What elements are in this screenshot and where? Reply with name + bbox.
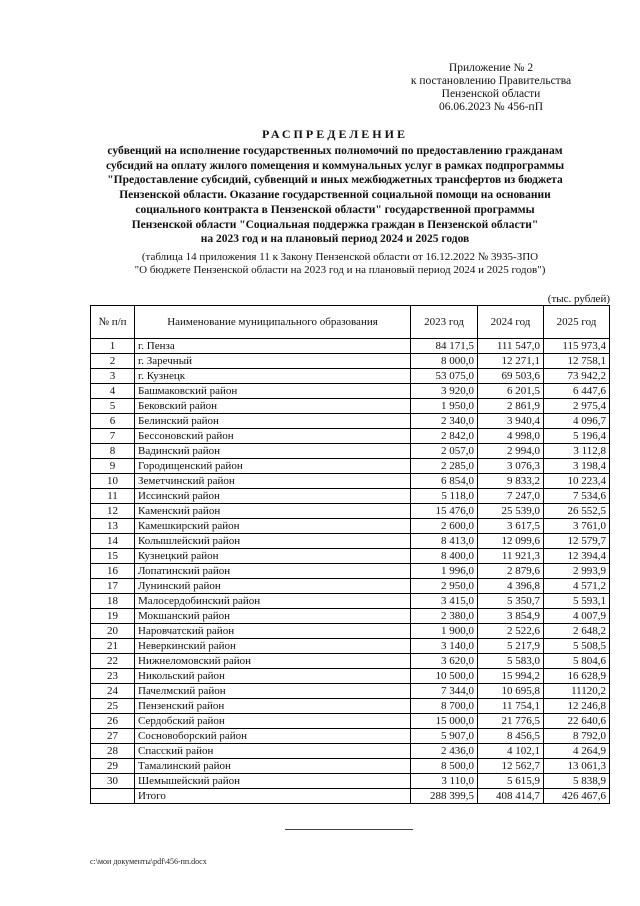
value-2025: 12 579,7 [544,534,610,549]
value-2023: 2 436,0 [411,744,478,759]
row-number: 28 [91,744,135,759]
value-2025: 5 508,5 [544,639,610,654]
table-row [91,489,610,504]
total-row [91,789,610,804]
municipality-name: Иссинский район [135,489,411,504]
value-2023: 3 110,0 [411,774,478,789]
table-row [91,609,610,624]
row-number: 21 [91,639,135,654]
value-2025: 22 640,6 [544,714,610,729]
value-2024: 6 201,5 [478,384,544,399]
municipality-name: Пачелмский район [135,684,411,699]
municipality-name: Неверкинский район [135,639,411,654]
legal-basis [90,251,590,277]
subtitle-line: социального контракта в Пензенской области" государственной программы [135,203,535,216]
table-row [91,774,610,789]
value-2024: 5 350,7 [478,594,544,609]
distribution-table [90,305,610,804]
table-row [91,504,610,519]
value-2025: 2 648,2 [544,624,610,639]
row-number: 14 [91,534,135,549]
subtitle-line: "Предоставление субсидий, субвенций и иных межбюджетных трансфертов из бюджета [107,174,563,187]
table-header-row [91,306,610,339]
municipality-name: Никольский район [135,669,411,684]
row-number: 27 [91,729,135,744]
row-number: 8 [91,444,135,459]
value-2023: 15 000,0 [411,714,478,729]
table-row [91,594,610,609]
value-2023: 2 057,0 [411,444,478,459]
municipality-name: Наровчатский район [135,624,411,639]
value-2024: 11 754,1 [478,699,544,714]
municipality-name: Бековский район [135,399,411,414]
municipality-name: Кузнецкий район [135,549,411,564]
table-row [91,714,610,729]
total-label: Итого [135,789,411,804]
row-number: 23 [91,669,135,684]
appendix-block [396,62,586,114]
row-number: 5 [91,399,135,414]
value-2025: 12 758,1 [544,354,610,369]
table-row [91,519,610,534]
units-label: (тыс. рублей) [547,293,610,305]
municipality-name: Каменский район [135,504,411,519]
value-2023: 1 950,0 [411,399,478,414]
value-2024: 3 076,3 [478,459,544,474]
row-number: 20 [91,624,135,639]
value-2023: 2 600,0 [411,519,478,534]
document-subtitle [70,144,600,247]
table-row [91,474,610,489]
row-number: 7 [91,429,135,444]
value-2024: 7 247,0 [478,489,544,504]
value-2025: 73 942,2 [544,369,610,384]
value-2023: 8 700,0 [411,699,478,714]
municipality-name: Малосердобинский район [135,594,411,609]
value-2023: 1 996,0 [411,564,478,579]
value-2023: 2 380,0 [411,609,478,624]
value-2025: 5 838,9 [544,774,610,789]
table-row [91,384,610,399]
row-number: 3 [91,369,135,384]
municipality-name: Шемышейский район [135,774,411,789]
municipality-name: Башмаковский район [135,384,411,399]
municipality-name: Тамалинский район [135,759,411,774]
municipality-name: Нижнеломовский район [135,654,411,669]
value-2023: 15 476,0 [411,504,478,519]
value-2024: 2 994,0 [478,444,544,459]
value-2024: 15 994,2 [478,669,544,684]
table-row [91,759,610,774]
title-block [70,127,600,247]
value-2024: 111 547,0 [478,339,544,354]
value-2024: 3 617,5 [478,519,544,534]
value-2025: 16 628,9 [544,669,610,684]
table-row [91,429,610,444]
value-2024: 9 833,2 [478,474,544,489]
basis-line: "О бюджете Пензенской области на 2023 год и на плановый период 2024 и 2025 годов") [134,264,546,276]
municipality-name: г. Пенза [135,339,411,354]
header-num: № п/п [91,306,135,339]
row-number: 12 [91,504,135,519]
value-2025: 3 112,8 [544,444,610,459]
table-row [91,459,610,474]
value-2024: 12 099,6 [478,534,544,549]
row-number: 22 [91,654,135,669]
value-2025: 13 061,3 [544,759,610,774]
value-2023: 6 854,0 [411,474,478,489]
value-2024: 3 940,4 [478,414,544,429]
municipality-name: Камешкирский район [135,519,411,534]
value-2025: 3 198,4 [544,459,610,474]
table-row [91,699,610,714]
table-row [91,444,610,459]
value-2024: 21 776,5 [478,714,544,729]
row-number: 6 [91,414,135,429]
value-2025: 4 571,2 [544,579,610,594]
appendix-line: Приложение № 2 [448,62,534,74]
value-2023: 10 500,0 [411,669,478,684]
header-2023: 2023 год [411,306,478,339]
row-number: 4 [91,384,135,399]
value-2023: 8 500,0 [411,759,478,774]
row-number: 26 [91,714,135,729]
value-2023: 8 400,0 [411,549,478,564]
appendix-date-number: 06.06.2023 № 456-пП [438,101,543,113]
row-number: 1 [91,339,135,354]
municipality-name: Бессоновский район [135,429,411,444]
value-2023: 2 842,0 [411,429,478,444]
value-2023: 7 344,0 [411,684,478,699]
appendix-line: Пензенской области [441,88,541,100]
table-row [91,684,610,699]
row-number: 18 [91,594,135,609]
total-2024: 408 414,7 [478,789,544,804]
municipality-name: Вадинский район [135,444,411,459]
value-2023: 3 620,0 [411,654,478,669]
row-number: 25 [91,699,135,714]
row-number: 19 [91,609,135,624]
value-2025: 115 973,4 [544,339,610,354]
value-2023: 2 950,0 [411,579,478,594]
value-2024: 12 562,7 [478,759,544,774]
value-2024: 8 456,5 [478,729,544,744]
value-2025: 4 264,9 [544,744,610,759]
table-row [91,534,610,549]
table-row [91,354,610,369]
value-2023: 3 920,0 [411,384,478,399]
table-row [91,654,610,669]
value-2023: 84 171,5 [411,339,478,354]
row-number: 30 [91,774,135,789]
value-2023: 5 907,0 [411,729,478,744]
value-2024: 3 854,9 [478,609,544,624]
value-2024: 2 879,6 [478,564,544,579]
appendix-line: к постановлению Правительства [410,75,572,87]
total-2025: 426 467,6 [544,789,610,804]
value-2025: 11120,2 [544,684,610,699]
municipality-name: Колышлейский район [135,534,411,549]
row-number: 15 [91,549,135,564]
value-2025: 12 394,4 [544,549,610,564]
subtitle-line: на 2023 год и на плановый период 2024 и 2025 годов [200,233,470,246]
value-2025: 5 804,6 [544,654,610,669]
value-2025: 7 534,6 [544,489,610,504]
total-2023: 288 399,5 [411,789,478,804]
value-2023: 1 900,0 [411,624,478,639]
table-body [91,339,610,804]
value-2025: 5 196,4 [544,429,610,444]
value-2024: 25 539,0 [478,504,544,519]
municipality-name: Пензенский район [135,699,411,714]
value-2025: 4 007,9 [544,609,610,624]
value-2024: 69 503,6 [478,369,544,384]
table-row [91,564,610,579]
value-2023: 8 413,0 [411,534,478,549]
row-number: 17 [91,579,135,594]
document-heading: РАСПРЕДЕЛЕНИЕ [262,127,408,141]
row-number: 24 [91,684,135,699]
municipality-name: Лопатинский район [135,564,411,579]
value-2025: 5 593,1 [544,594,610,609]
value-2024: 5 615,9 [478,774,544,789]
table-row [91,339,610,354]
row-number: 9 [91,459,135,474]
table-row [91,579,610,594]
value-2024: 4 998,0 [478,429,544,444]
row-number: 29 [91,759,135,774]
value-2025: 26 552,5 [544,504,610,519]
subtitle-line: Пензенской области "Социальная поддержка граждан в Пензенской области" [131,218,539,231]
subtitle-line: субвенций на исполнение государственных полномочий по предоставлению гражданам [107,145,563,157]
basis-line: (таблица 14 приложения 11 к Закону Пензенской области от 16.12.2022 № 3935-ЗПО [141,251,539,263]
value-2023: 3 140,0 [411,639,478,654]
table-row [91,414,610,429]
municipality-name: г. Заречный [135,354,411,369]
header-2024: 2024 год [478,306,544,339]
value-2023: 2 285,0 [411,459,478,474]
value-2023: 5 118,0 [411,489,478,504]
value-2025: 10 223,4 [544,474,610,489]
municipality-name: Сердобский район [135,714,411,729]
table-row [91,399,610,414]
municipality-name: Спасский район [135,744,411,759]
municipality-name: Лунинский район [135,579,411,594]
value-2023: 2 340,0 [411,414,478,429]
value-2023: 53 075,0 [411,369,478,384]
total-blank-cell [91,789,135,804]
table-row [91,549,610,564]
subtitle-line: Пензенской области. Оказание государственной социальной помощи на основании [119,189,551,202]
value-2025: 6 447,6 [544,384,610,399]
value-2024: 2 522,6 [478,624,544,639]
value-2023: 8 000,0 [411,354,478,369]
table-row [91,669,610,684]
value-2025: 3 761,0 [544,519,610,534]
value-2025: 2 993,9 [544,564,610,579]
value-2024: 10 695,8 [478,684,544,699]
value-2024: 11 921,3 [478,549,544,564]
row-number: 2 [91,354,135,369]
row-number: 16 [91,564,135,579]
row-number: 11 [91,489,135,504]
value-2025: 2 975,4 [544,399,610,414]
municipality-name: г. Кузнецк [135,369,411,384]
row-number: 13 [91,519,135,534]
table-row [91,639,610,654]
table-row [91,369,610,384]
value-2024: 5 583,0 [478,654,544,669]
value-2025: 8 792,0 [544,729,610,744]
value-2024: 2 861,9 [478,399,544,414]
municipality-name: Белинский район [135,414,411,429]
municipality-name: Сосновоборский район [135,729,411,744]
value-2023: 3 415,0 [411,594,478,609]
value-2024: 5 217,9 [478,639,544,654]
value-2024: 12 271,1 [478,354,544,369]
table-row [91,624,610,639]
divider-line [285,829,413,830]
value-2025: 12 246,8 [544,699,610,714]
value-2024: 4 396,8 [478,579,544,594]
municipality-name: Мокшанский район [135,609,411,624]
row-number: 10 [91,474,135,489]
value-2025: 4 096,7 [544,414,610,429]
table-row [91,729,610,744]
subtitle-line: субсидий на оплату жилого помещения и коммунальных услуг в рамках подпрограммы [105,159,565,172]
footer-file-path: c:\мои документы\pdf\456-пп.docx [90,857,207,866]
header-name: Наименование муниципального образования [135,306,411,339]
municipality-name: Земетчинский район [135,474,411,489]
municipality-name: Городищенский район [135,459,411,474]
header-2025: 2025 год [544,306,610,339]
table-row [91,744,610,759]
value-2024: 4 102,1 [478,744,544,759]
